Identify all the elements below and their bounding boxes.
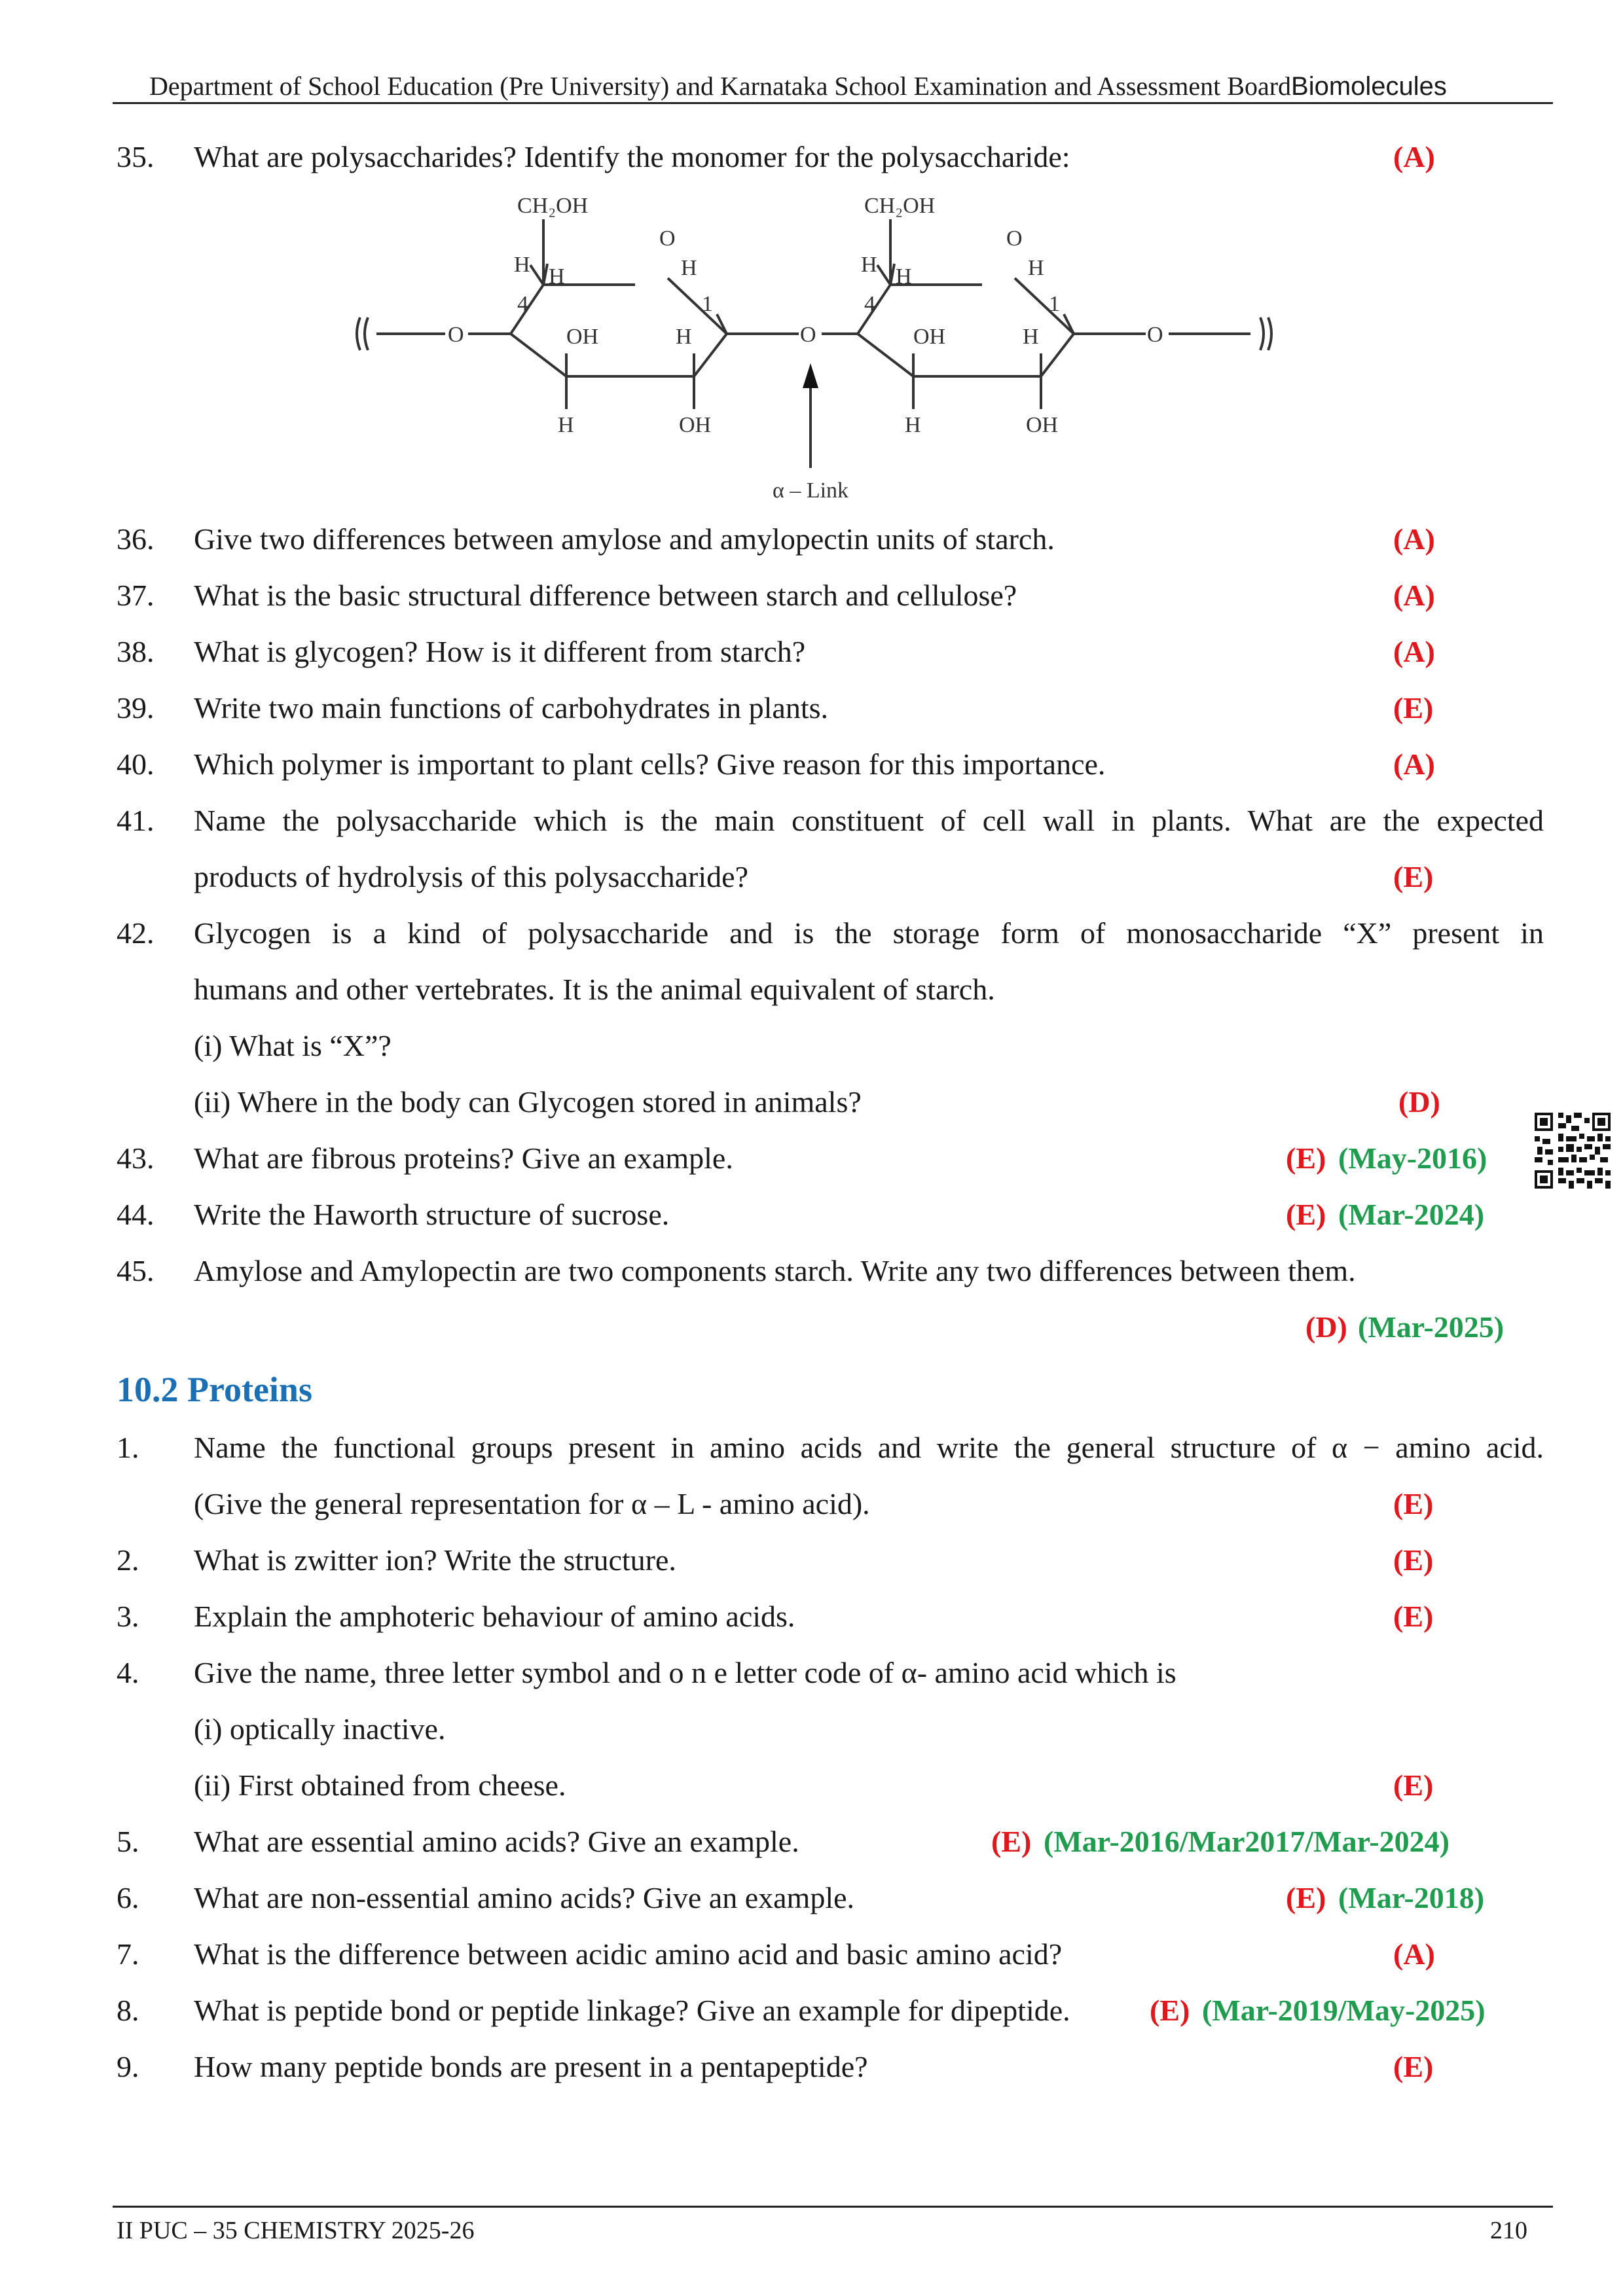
difficulty-tag: (E)	[1286, 1881, 1326, 1914]
header-divider	[113, 102, 1553, 104]
oh-label: OH	[679, 413, 712, 437]
question-42-continued	[0, 970, 1623, 1009]
difficulty-tag: (A)	[1393, 1937, 1435, 1971]
difficulty-tag: (E)	[1393, 1600, 1434, 1633]
protein-question-4-part-ii	[0, 1766, 1623, 1805]
h-label: H	[549, 264, 565, 289]
question-number: 37.	[117, 579, 155, 612]
question-37	[0, 576, 1623, 615]
question-number: 7.	[117, 1937, 139, 1971]
header-topic: Biomolecules	[1291, 72, 1447, 101]
protein-question-9	[0, 2047, 1623, 2087]
h-label: H	[896, 264, 912, 289]
question-text: Name the functional groups present in amino acids and write the general structure of α − amino acid.	[194, 1431, 1544, 1464]
question-text: What are essential amino acids? Give an example.	[194, 1825, 799, 1858]
question-number: 36.	[117, 522, 155, 556]
difficulty-tag: (E)	[1393, 1768, 1434, 1802]
h-label: H	[1023, 325, 1039, 349]
protein-question-2	[0, 1541, 1623, 1580]
exam-year-tag: (Mar-2016/Mar2017/Mar-2024)	[1044, 1825, 1450, 1858]
question-number: 41.	[117, 804, 155, 837]
question-number: 39.	[117, 691, 155, 725]
question-number: 44.	[117, 1198, 155, 1231]
glycosidic-oxygen-label: O	[800, 323, 816, 347]
question-text: Name the polysaccharide which is the main constituent of cell wall in plants. What are the expected	[194, 804, 1544, 837]
question-number: 42.	[117, 916, 155, 950]
question-45-tags	[0, 1308, 1623, 1347]
question-40	[0, 745, 1623, 784]
question-43	[0, 1139, 1623, 1178]
protein-question-1-continued	[0, 1484, 1623, 1524]
oh-label: OH	[566, 325, 599, 349]
page-number: 210	[1490, 2217, 1527, 2244]
question-continuation: humans and other vertebrates. It is the animal equivalent of starch.	[194, 973, 995, 1006]
h-label: H	[1028, 256, 1044, 280]
difficulty-tag: (A)	[1393, 635, 1435, 668]
question-text: Give two differences between amylose and amylopectin units of starch.	[194, 522, 1055, 556]
question-text: How many peptide bonds are present in a pentapeptide?	[194, 2050, 868, 2083]
difficulty-tag: (A)	[1393, 140, 1435, 173]
question-42-part-ii	[0, 1083, 1623, 1122]
question-number: 38.	[117, 635, 155, 668]
sub-question: (ii) Where in the body can Glycogen stored in animals?	[194, 1085, 862, 1119]
difficulty-tag: (D)	[1398, 1085, 1440, 1119]
section-heading-proteins: 10.2 Proteins	[117, 1370, 312, 1409]
question-number: 45.	[117, 1254, 155, 1287]
question-text: Write the Haworth structure of sucrose.	[194, 1198, 670, 1231]
difficulty-tag: (E)	[1286, 1198, 1326, 1231]
exam-year-tag: (Mar-2024)	[1338, 1198, 1485, 1231]
question-42	[0, 914, 1623, 953]
question-text: Amylose and Amylopectin are two components starch. Write any two differences between them.	[194, 1254, 1356, 1287]
difficulty-tag: (E)	[1393, 691, 1434, 725]
polysaccharide-structure-diagram	[340, 180, 1336, 507]
ch2oh-label: CH₂OH	[864, 194, 936, 218]
question-number: 3.	[117, 1600, 139, 1633]
h-label: H	[558, 413, 574, 437]
question-44	[0, 1195, 1623, 1234]
protein-question-3	[0, 1597, 1623, 1636]
h-label: H	[905, 413, 921, 437]
carbon-4-label: 4	[517, 292, 528, 316]
h-label: H	[861, 253, 877, 277]
difficulty-tag: (D)	[1305, 1310, 1347, 1344]
protein-question-7	[0, 1935, 1623, 1974]
difficulty-tag: (E)	[1393, 860, 1434, 893]
question-text: Which polymer is important to plant cells? Give reason for this importance.	[194, 747, 1106, 781]
footer-divider	[113, 2206, 1553, 2208]
oxygen-label: O	[1147, 323, 1163, 347]
difficulty-tag: (E)	[1150, 1994, 1190, 2027]
carbon-4-label: 4	[864, 292, 875, 316]
carbon-1-label: 1	[1049, 292, 1060, 316]
question-continuation: products of hydrolysis of this polysaccharide?	[194, 860, 748, 893]
question-45	[0, 1251, 1623, 1291]
question-number: 8.	[117, 1994, 139, 2027]
question-text: What are polysaccharides? Identify the monomer for the polysaccharide:	[194, 140, 1070, 173]
question-number: 4.	[117, 1656, 139, 1689]
question-36	[0, 520, 1623, 559]
question-number: 35.	[117, 140, 155, 173]
question-text: What is zwitter ion? Write the structure.	[194, 1543, 676, 1577]
protein-question-4-part-i	[0, 1710, 1623, 1749]
alpha-link-label: α – Link	[773, 478, 849, 503]
sub-question: (ii) First obtained from cheese.	[194, 1768, 566, 1802]
exam-year-tag: (May-2016)	[1338, 1141, 1487, 1175]
oh-label: OH	[913, 325, 946, 349]
question-text: Glycogen is a kind of polysaccharide and is the storage form of monosaccharide “X” present in	[194, 916, 1544, 950]
question-text: What are non-essential amino acids? Give an example.	[194, 1881, 855, 1914]
question-number: 6.	[117, 1881, 139, 1914]
question-text: What is glycogen? How is it different from starch?	[194, 635, 806, 668]
difficulty-tag: (A)	[1393, 522, 1435, 556]
oxygen-label: O	[448, 323, 464, 347]
question-number: 5.	[117, 1825, 139, 1858]
question-number: 9.	[117, 2050, 139, 2083]
exam-year-tag: (Mar-2018)	[1338, 1881, 1485, 1914]
difficulty-tag: (E)	[991, 1825, 1032, 1858]
question-text: What are fibrous proteins? Give an example.	[194, 1141, 733, 1175]
protein-question-8	[0, 1991, 1623, 2030]
question-35	[0, 137, 1623, 177]
carbon-1-label: 1	[702, 292, 713, 316]
ring-oxygen-label: O	[659, 226, 676, 251]
question-39	[0, 689, 1623, 728]
difficulty-tag: (E)	[1393, 1487, 1434, 1520]
protein-question-5	[0, 1822, 1623, 1861]
question-38	[0, 632, 1623, 672]
oh-label: OH	[1026, 413, 1059, 437]
question-text: What is the difference between acidic amino acid and basic amino acid?	[194, 1937, 1063, 1971]
ch2oh-label: CH₂OH	[517, 194, 589, 218]
question-number: 43.	[117, 1141, 155, 1175]
question-text: Write two main functions of carbohydrates in plants.	[194, 691, 829, 725]
protein-question-1	[0, 1428, 1623, 1467]
question-41-continued	[0, 857, 1623, 897]
header-title: Department of School Education (Pre University) and Karnataka School Examination and Assessment Board	[149, 71, 1292, 101]
protein-question-6	[0, 1878, 1623, 1918]
footer-course-label: II PUC – 35 CHEMISTRY 2025-26	[117, 2217, 475, 2244]
question-text: Explain the amphoteric behaviour of amino acids.	[194, 1600, 795, 1633]
h-label: H	[681, 256, 697, 280]
question-text: What is the basic structural difference between starch and cellulose?	[194, 579, 1017, 612]
question-number: 40.	[117, 747, 155, 781]
difficulty-tag: (E)	[1286, 1141, 1326, 1175]
question-42-part-i	[0, 1026, 1623, 1066]
difficulty-tag: (A)	[1393, 579, 1435, 612]
exam-year-tag: (Mar-2025)	[1358, 1310, 1504, 1344]
question-41	[0, 801, 1623, 840]
ring-oxygen-label: O	[1006, 226, 1023, 251]
question-continuation: (Give the general representation for α – L - amino acid).	[194, 1487, 870, 1520]
h-label: H	[514, 253, 530, 277]
question-text: Give the name, three letter symbol and o n e letter code of α- amino acid which is	[194, 1656, 1176, 1689]
difficulty-tag: (E)	[1393, 1543, 1434, 1577]
link-arrow-icon	[803, 363, 818, 388]
question-text: What is peptide bond or peptide linkage? Give an example for dipeptide.	[194, 1994, 1070, 2027]
page-header	[149, 71, 1478, 101]
h-label: H	[676, 325, 692, 349]
sub-question: (i) optically inactive.	[194, 1712, 446, 1746]
question-number: 1.	[117, 1431, 139, 1464]
difficulty-tag: (E)	[1393, 2050, 1434, 2083]
sub-question: (i) What is “X”?	[194, 1029, 392, 1062]
difficulty-tag: (A)	[1393, 747, 1435, 781]
exam-year-tag: (Mar-2019/May-2025)	[1202, 1994, 1486, 2027]
question-number: 2.	[117, 1543, 139, 1577]
protein-question-4	[0, 1653, 1623, 1693]
